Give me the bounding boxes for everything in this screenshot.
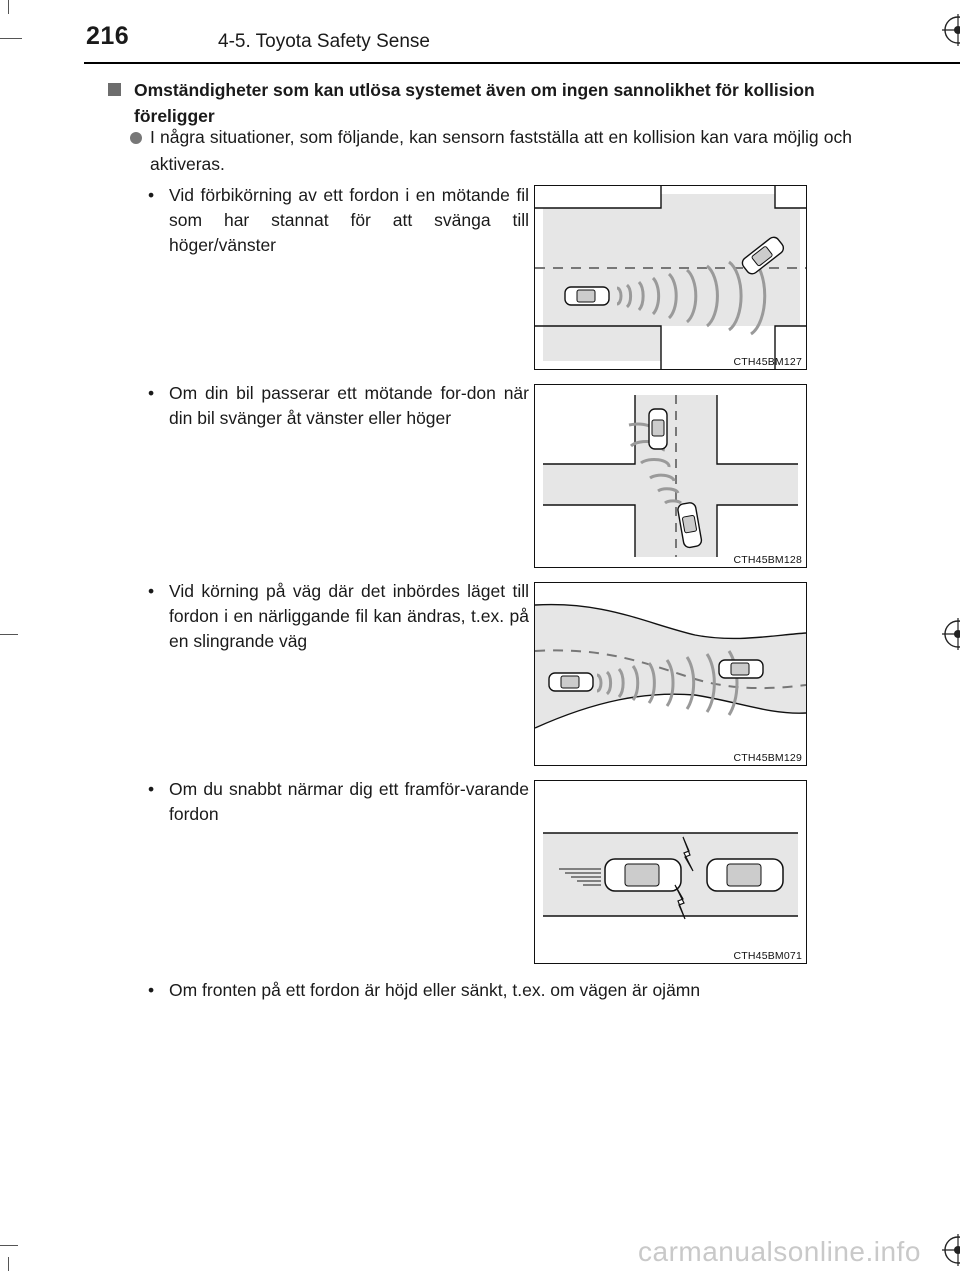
car-icon [605, 859, 681, 891]
header-rule [84, 62, 960, 64]
list-item [148, 579, 529, 654]
crop-mark [0, 634, 18, 635]
intro-paragraph [130, 124, 852, 178]
car-icon [549, 673, 593, 691]
intro-text: I några situationer, som följande, kan sensorn fastställa att en kollision kan vara möjlig och aktiveras. [150, 127, 852, 174]
section-heading [108, 77, 869, 129]
crop-mark [0, 1245, 18, 1246]
illustration [535, 781, 806, 963]
section-title: 4-5. Toyota Safety Sense [218, 31, 430, 52]
list-item [148, 777, 529, 827]
car-icon [565, 287, 609, 305]
list-item [148, 183, 529, 258]
circle-bullet-icon [130, 132, 142, 144]
registration-mark-icon [928, 616, 960, 652]
crop-mark [8, 1257, 9, 1271]
bullet-mark: • [148, 581, 155, 601]
registration-mark-icon [928, 12, 960, 48]
page-number: 216 [86, 22, 130, 50]
square-bullet-icon [108, 83, 121, 96]
figure-rapid-approach [534, 780, 807, 964]
illustration [535, 385, 806, 567]
crop-mark [0, 38, 22, 39]
figure-oncoming-vehicle-turning [534, 185, 807, 370]
figure-code: CTH45BM129 [733, 752, 802, 764]
figure-code: CTH45BM071 [733, 950, 802, 962]
bullet-mark: • [148, 779, 155, 799]
car-icon [719, 660, 763, 678]
illustration [535, 186, 806, 369]
car-icon [707, 859, 783, 891]
bullet-mark: • [148, 185, 155, 205]
figure-turning-at-intersection [534, 384, 807, 568]
figure-winding-road [534, 582, 807, 766]
crop-mark [8, 0, 9, 14]
heading-text: Omständigheter som kan utlösa systemet även om ingen sannolikhet för kollision föreligger [134, 80, 815, 126]
list-item-text: Om du snabbt närmar dig ett framför-varande fordon [169, 779, 529, 824]
figure-code: CTH45BM127 [733, 356, 802, 368]
list-item-text: Vid förbikörning av ett fordon i en mötande fil som har stannat för att svänga till höger/vänster [169, 185, 529, 255]
bullet-mark: • [148, 383, 155, 403]
list-item-text: Om fronten på ett fordon är höjd eller sänkt, t.ex. om vägen är ojämn [169, 980, 701, 1000]
list-item-text: Vid körning på väg där det inbördes läget till fordon i en närliggande fil kan ändras, t.ex. på en slingrande väg [169, 581, 529, 651]
illustration [535, 583, 806, 765]
list-item [148, 978, 869, 1003]
car-icon [649, 409, 667, 449]
list-item [148, 381, 529, 431]
registration-mark-icon [928, 1232, 960, 1268]
figure-code: CTH45BM128 [733, 554, 802, 566]
list-item-text: Om din bil passerar ett mötande for-don när din bil svänger åt vänster eller höger [169, 383, 529, 428]
watermark: carmanualsonline.info [638, 1236, 921, 1267]
bullet-mark: • [148, 980, 155, 1000]
